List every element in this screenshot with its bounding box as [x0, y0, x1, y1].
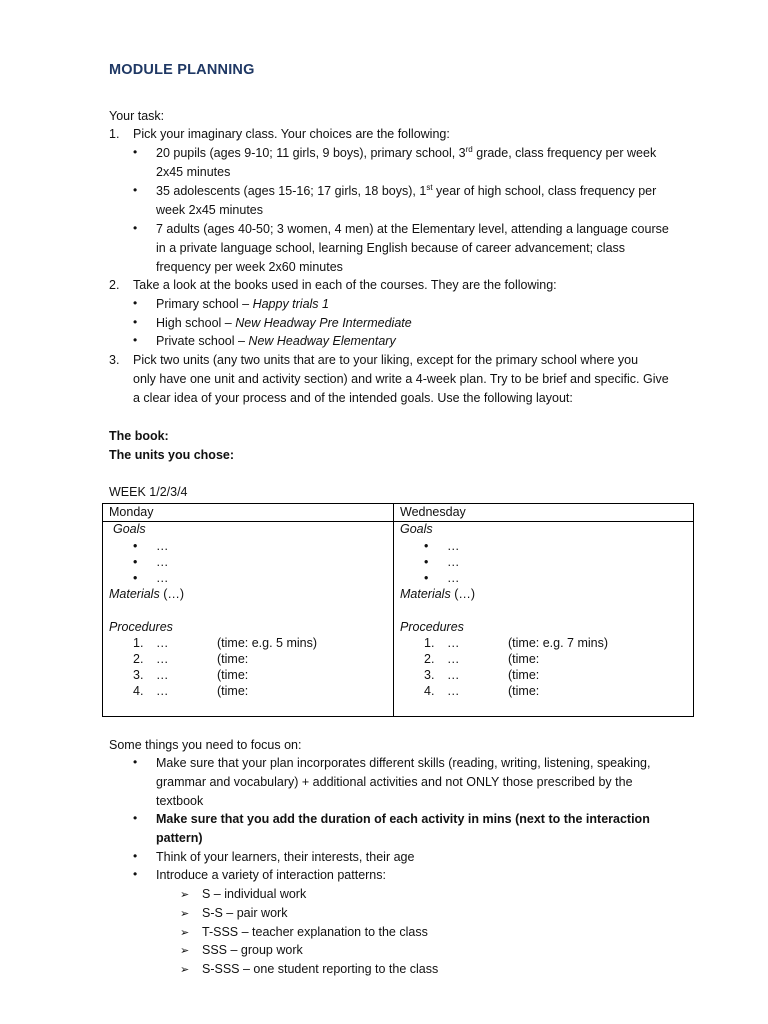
procedure-item: … — [447, 652, 460, 666]
focus-item-3: Think of your learners, their interests, their age — [156, 850, 415, 864]
monday-goal-item: … — [156, 571, 169, 585]
procedure-time: (time: e.g. 7 mins) — [508, 636, 609, 650]
focus-label: Some things you need to focus on: — [109, 738, 302, 752]
focus-item-1-line3: textbook — [156, 794, 204, 808]
item-3-number: 3. — [109, 353, 120, 367]
monday-goals-label: Goals — [113, 522, 146, 536]
procedure-item: … — [447, 636, 460, 650]
bullet-icon: • — [424, 555, 429, 569]
book-label: The book: — [109, 429, 169, 443]
procedure-item: … — [156, 684, 169, 698]
bullet-icon: • — [133, 867, 138, 881]
item-2-number: 2. — [109, 278, 120, 292]
monday-goal-item: … — [156, 555, 169, 569]
bullet-icon: • — [424, 571, 429, 585]
bullet-icon: • — [133, 333, 138, 347]
bullet-icon: • — [133, 145, 138, 159]
class-choice-3-line2: in a private language school, learning English because of career advancement; class — [156, 241, 626, 255]
monday-procedures-label: Procedures — [109, 620, 173, 634]
wednesday-materials: Materials (…) — [400, 587, 476, 601]
units-label: The units you chose: — [109, 448, 235, 462]
focus-item-4: Introduce a variety of interaction patterns: — [156, 868, 386, 882]
focus-item-2-line1: Make sure that you add the duration of each activity in mins (next to the interaction — [156, 812, 650, 826]
procedure-number: 1. — [424, 636, 435, 650]
book-private-school: Private school – New Headway Elementary — [156, 334, 396, 348]
item-2-text: Take a look at the books used in each of the courses. They are the following: — [133, 278, 557, 292]
procedure-time: (time: — [508, 684, 540, 698]
wednesday-goal-item: … — [447, 555, 460, 569]
procedure-number: 4. — [424, 684, 435, 698]
class-choice-1-line2: 2x45 minutes — [156, 165, 231, 179]
arrow-bullet-icon: ➢ — [180, 908, 190, 920]
pattern-item: S-SSS – one student reporting to the class — [202, 962, 439, 976]
arrow-bullet-icon: ➢ — [180, 964, 190, 976]
procedure-time: (time: — [508, 668, 540, 682]
class-choice-3-line3: frequency per week 2x60 minutes — [156, 260, 343, 274]
procedure-item: … — [447, 668, 460, 682]
procedure-time: (time: — [217, 652, 249, 666]
item-3-line2: only have one unit and activity section) and write a 4-week plan. Try to be brief and specific. Give — [133, 372, 669, 386]
week-label: WEEK 1/2/3/4 — [109, 485, 188, 499]
item-1-text: Pick your imaginary class. Your choices are the following: — [133, 127, 450, 141]
wednesday-goal-item: … — [447, 539, 460, 553]
bullet-icon: • — [133, 315, 138, 329]
bullet-icon: • — [133, 183, 138, 197]
item-1-number: 1. — [109, 127, 120, 141]
wednesday-header: Wednesday — [400, 505, 466, 519]
pattern-item: S-S – pair work — [202, 906, 288, 920]
procedure-number: 3. — [424, 668, 435, 682]
procedure-number: 2. — [133, 652, 144, 666]
task-label: Your task: — [109, 109, 165, 123]
pattern-item: T-SSS – teacher explanation to the class — [202, 925, 428, 939]
arrow-bullet-icon: ➢ — [180, 889, 190, 901]
table-column-divider — [393, 504, 394, 716]
procedure-item: … — [156, 668, 169, 682]
class-choice-2-line2: week 2x45 minutes — [156, 203, 264, 217]
book-primary: Primary school – Happy trials 1 — [156, 297, 329, 311]
monday-goal-item: … — [156, 539, 169, 553]
procedure-time: (time: — [508, 652, 540, 666]
procedure-time: (time: — [217, 684, 249, 698]
wednesday-procedures-label: Procedures — [400, 620, 464, 634]
bullet-icon: • — [133, 296, 138, 310]
item-3-line1: Pick two units (any two units that are to your liking, except for the primary school where you — [133, 353, 639, 367]
procedure-number: 3. — [133, 668, 144, 682]
table-header-divider — [103, 521, 693, 522]
focus-item-1-line2: grammar and vocabulary) + additional activities and not ONLY those prescribed by the — [156, 775, 633, 789]
procedure-number: 2. — [424, 652, 435, 666]
procedure-number: 4. — [133, 684, 144, 698]
pattern-item: SSS – group work — [202, 943, 303, 957]
arrow-bullet-icon: ➢ — [180, 927, 190, 939]
bullet-icon: • — [133, 555, 138, 569]
pattern-item: S – individual work — [202, 887, 307, 901]
procedure-time: (time: — [217, 668, 249, 682]
wednesday-goals-label: Goals — [400, 522, 433, 536]
focus-item-2-line2: pattern) — [156, 831, 203, 845]
procedure-time: (time: e.g. 5 mins) — [217, 636, 318, 650]
class-choice-2: 35 adolescents (ages 15-16; 17 girls, 18 boys), 1st year of high school, class frequency per — [156, 183, 657, 198]
procedure-item: … — [156, 636, 169, 650]
class-choice-1: 20 pupils (ages 9-10; 11 girls, 9 boys), primary school, 3rd grade, class frequency per week — [156, 145, 657, 160]
book-high-school: High school – New Headway Pre Intermediate — [156, 316, 412, 330]
bullet-icon: • — [133, 571, 138, 585]
bullet-icon: • — [133, 849, 138, 863]
class-choice-3: 7 adults (ages 40-50; 3 women, 4 men) at the Elementary level, attending a language course — [156, 222, 669, 236]
bullet-icon: • — [133, 811, 138, 825]
item-3-line3: a clear idea of your process and of the intended goals. Use the following layout: — [133, 391, 573, 405]
focus-item-1-line1: Make sure that your plan incorporates different skills (reading, writing, listening, speaking, — [156, 756, 651, 770]
monday-header: Monday — [109, 505, 154, 519]
bullet-icon: • — [133, 755, 138, 769]
page-title: MODULE PLANNING — [109, 62, 255, 78]
procedure-item: … — [156, 652, 169, 666]
plan-table — [102, 503, 694, 717]
arrow-bullet-icon: ➢ — [180, 945, 190, 957]
bullet-icon: • — [133, 221, 138, 235]
procedure-number: 1. — [133, 636, 144, 650]
bullet-icon: • — [133, 539, 138, 553]
procedure-item: … — [447, 684, 460, 698]
wednesday-goal-item: … — [447, 571, 460, 585]
monday-materials: Materials (…) — [109, 587, 185, 601]
bullet-icon: • — [424, 539, 429, 553]
